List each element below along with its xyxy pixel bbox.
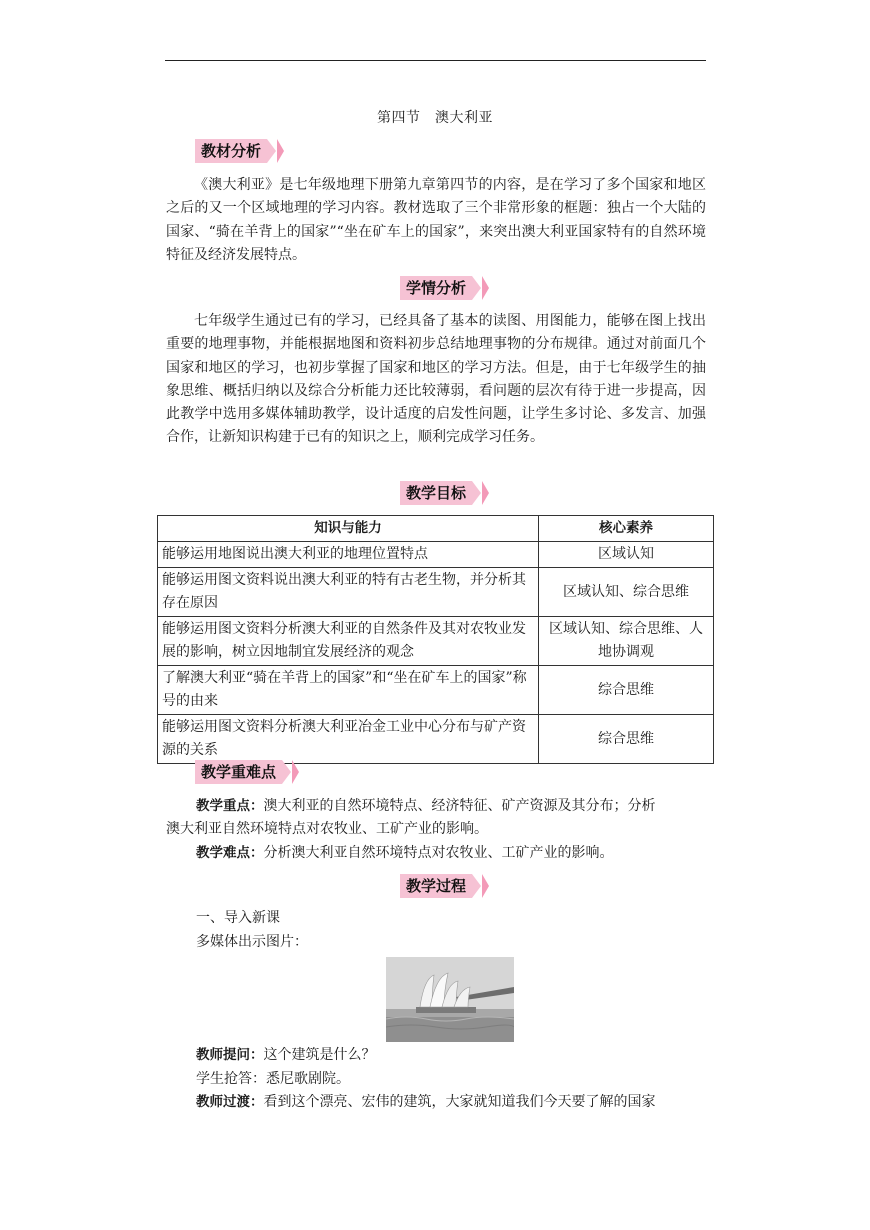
table-header-row bbox=[158, 516, 714, 542]
table-cell: 区域认知、综合思维、人地协调观 bbox=[539, 617, 714, 666]
key-focus-label: 教学重点： bbox=[196, 798, 264, 814]
tag-arrow-icon bbox=[482, 481, 489, 505]
table-cell: 区域认知 bbox=[539, 542, 714, 568]
table-cell: 区域认知、综合思维 bbox=[539, 568, 714, 617]
table-row bbox=[158, 617, 714, 666]
table-cell: 能够运用图文资料分析澳大利亚的自然条件及其对农牧业发展的影响，树立因地制宜发展经济的观念 bbox=[158, 617, 539, 666]
tag-arrow-icon bbox=[282, 760, 291, 784]
key-focus-text: 澳大利亚的自然环境特点、经济特征、矿产资源及其分布；分析 bbox=[263, 798, 656, 814]
key-focus-line bbox=[196, 795, 656, 817]
table-row bbox=[158, 542, 714, 568]
teacher-question-text: 这个建筑是什么？ bbox=[263, 1047, 376, 1063]
section-label: 教学过程 bbox=[400, 874, 472, 898]
tag-arrow-icon bbox=[482, 276, 489, 300]
section-tag-teaching-goals bbox=[400, 481, 489, 505]
header-rule bbox=[165, 60, 706, 61]
student-answer-text: 悉尼歌剧院。 bbox=[266, 1071, 350, 1087]
table-cell: 了解澳大利亚“骑在羊背上的国家”和“坐在矿车上的国家”称号的由来 bbox=[158, 666, 539, 715]
teacher-transition-line bbox=[196, 1091, 656, 1113]
section-tag-student-analysis bbox=[400, 276, 489, 300]
teacher-question-line bbox=[196, 1044, 376, 1066]
teaching-goals-table bbox=[157, 515, 714, 764]
column-header: 知识与能力 bbox=[158, 516, 539, 542]
table-cell: 能够运用图文资料分析澳大利亚冶金工业中心分布与矿产资源的关系 bbox=[158, 715, 539, 764]
student-answer-line bbox=[196, 1068, 350, 1090]
sydney-opera-house-photo bbox=[386, 957, 514, 1042]
process-step-intro: 一、导入新课 bbox=[196, 910, 280, 926]
tag-arrow-icon bbox=[277, 139, 284, 163]
table-row bbox=[158, 715, 714, 764]
textbook-analysis-paragraph: 《澳大利亚》是七年级地理下册第九章第四节的内容，是在学习了多个国家和地区之后的又一个区域地理的学习内容。教材选取了三个非常形象的框题：独占一个大陆的国家、“骑在羊背上的国家”“坐在矿车上的国家”，来突出澳大利亚国家特有的自然环境特征及经济发展特点。 bbox=[166, 177, 706, 263]
column-header: 核心素养 bbox=[539, 516, 714, 542]
table-row bbox=[158, 666, 714, 715]
key-focus-line-2: 澳大利亚自然环境特点对农牧业、工矿产业的影响。 bbox=[166, 821, 488, 837]
tag-arrow-icon bbox=[292, 760, 299, 784]
teacher-transition-text: 看到这个漂亮、宏伟的建筑，大家就知道我们今天要了解的国家 bbox=[263, 1094, 656, 1110]
key-difficulty-label: 教学难点： bbox=[196, 845, 264, 861]
section-tag-key-points bbox=[195, 760, 299, 784]
key-difficulty-text: 分析澳大利亚自然环境特点对农牧业、工矿产业的影响。 bbox=[263, 845, 614, 861]
key-difficulty-line bbox=[196, 842, 614, 864]
tag-arrow-icon bbox=[482, 874, 489, 898]
tag-arrow-icon bbox=[472, 481, 481, 505]
section-label: 教学目标 bbox=[400, 481, 472, 505]
section-tag-teaching-process bbox=[400, 874, 489, 898]
section-label: 学情分析 bbox=[400, 276, 472, 300]
section-label: 教材分析 bbox=[195, 139, 267, 163]
student-answer-label: 学生抢答： bbox=[196, 1071, 266, 1087]
section-tag-textbook-analysis bbox=[195, 139, 284, 163]
teacher-question-label: 教师提问： bbox=[196, 1047, 264, 1063]
process-media-line: 多媒体出示图片： bbox=[196, 934, 308, 950]
table-cell: 综合思维 bbox=[539, 715, 714, 764]
teacher-transition-label: 教师过渡： bbox=[196, 1094, 264, 1110]
table-cell: 能够运用图文资料说出澳大利亚的特有古老生物，并分析其存在原因 bbox=[158, 568, 539, 617]
tag-arrow-icon bbox=[267, 139, 276, 163]
table-row bbox=[158, 568, 714, 617]
tag-arrow-icon bbox=[472, 874, 481, 898]
student-analysis-paragraph: 七年级学生通过已有的学习，已经具备了基本的读图、用图能力，能够在图上找出重要的地理事物，并能根据地图和资料初步总结地理事物的分布规律。通过对前面几个国家和地区的学习，也初步掌握了国家和地区的学习方法。但是，由于七年级学生的抽象思维、概括归纳以及综合分析能力还比较薄弱，看问题的层次有待于进一步提高，因此教学中选用多媒体辅助教学，设计适度的启发性问题，让学生多讨论、多发言、加强合作，让新知识构建于已有的知识之上，顺利完成学习任务。 bbox=[166, 313, 706, 446]
tag-arrow-icon bbox=[472, 276, 481, 300]
table-cell: 能够运用地图说出澳大利亚的地理位置特点 bbox=[158, 542, 539, 568]
page-title: 第四节 澳大利亚 bbox=[377, 110, 493, 126]
section-label: 教学重难点 bbox=[195, 760, 282, 784]
table-cell: 综合思维 bbox=[539, 666, 714, 715]
